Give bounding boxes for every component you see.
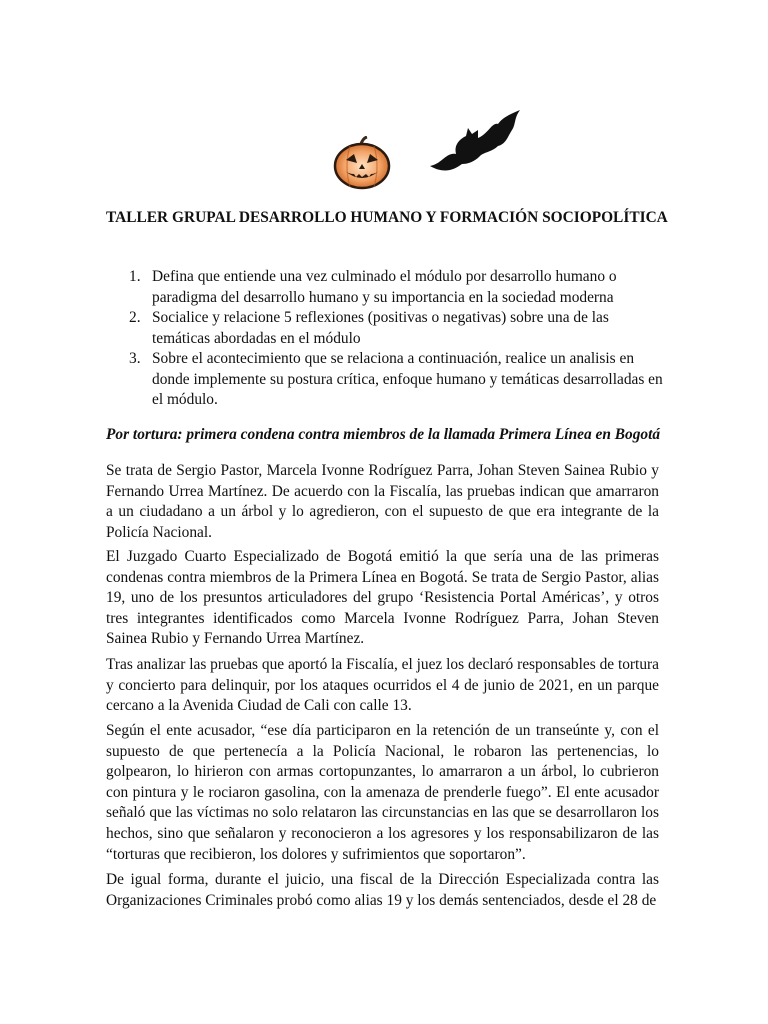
- question-text: Defina que entiende una vez culminado el módulo por desarrollo humano o paradigma del desarrollo humano y su importancia en la sociedad moderna: [152, 268, 617, 306]
- question-number: 1.: [129, 268, 141, 285]
- question-number: 2.: [129, 309, 141, 326]
- news-paragraph: Según el ente acusador, “ese día participaron en la retención de un transeúnte y, con el supuesto de que pertenecía a la Policía Nacional, le robaron las pertenencias, lo golpearon, lo hirieron con armas cortopunzantes, lo amarraron a un árbol, lo cubrieron con pintura y le rociaron gasolina, con la amenaza de prenderle fuego”. El ente acusador señaló que las víctimas no solo relataron las circunstancias en las que se desarrollaron los hechos, sino que señalaron y reconocieron a los agresores y los responsabilizaron de las “torturas que recibieron, los dolores y sufrimientos que soportaron”.: [106, 722, 659, 863]
- pumpkin-icon: [332, 136, 392, 190]
- news-paragraph: Se trata de Sergio Pastor, Marcela Ivonne Rodríguez Parra, Johan Steven Sainea Rubio y Fernando Urrea Martínez. De acuerdo con la Fiscalía, las pruebas indican que amarraron a un ciudadano a un árbol y lo agredieron, con el supuesto de que era integrante de la Policía Nacional.: [106, 462, 659, 541]
- question-item: [106, 349, 666, 411]
- question-text: Socialice y relacione 5 reflexiones (positivas o negativas) sobre una de las temáticas abordadas en el módulo: [152, 309, 609, 347]
- document-title: TALLER GRUPAL DESARROLLO HUMANO Y FORMACIÓN SOCIOPOLÍTICA: [106, 209, 668, 226]
- question-item: [106, 308, 666, 349]
- news-paragraph: El Juzgado Cuarto Especializado de Bogotá emitió la que sería una de las primeras condenas contra miembros de la Primera Línea en Bogotá. Se trata de Sergio Pastor, alias 19, uno de los presuntos articuladores del grupo ‘Resistencia Portal Américas’, y otros tres integrantes identificados como Marcela Ivonne Rodríguez Parra, Johan Steven Sainea Rubio y Fernando Urrea Martínez.: [106, 548, 659, 648]
- question-text: Sobre el acontecimiento que se relaciona a continuación, realice un analisis en donde implemente su postura crítica, enfoque humano y temáticas desarrolladas en el módulo.: [152, 350, 663, 408]
- question-list: [106, 267, 666, 411]
- news-paragraph: De igual forma, durante el juicio, una fiscal de la Dirección Especializada contra las Organizaciones Criminales probó como alias 19 y los demás sentenciados, desde el 28 de: [106, 871, 659, 909]
- question-item: [106, 267, 666, 308]
- bat-icon: [428, 108, 522, 178]
- question-number: 3.: [129, 350, 141, 367]
- news-paragraph: Tras analizar las pruebas que aportó la Fiscalía, el juez los declaró responsables de tortura y concierto para delinquir, por los ataques ocurridos el 4 de junio de 2021, en un parque cercano a la Avenida Ciudad de Cali con calle 13.: [106, 656, 659, 715]
- news-headline: Por tortura: primera condena contra miembros de la llamada Primera Línea en Bogotá: [106, 426, 661, 443]
